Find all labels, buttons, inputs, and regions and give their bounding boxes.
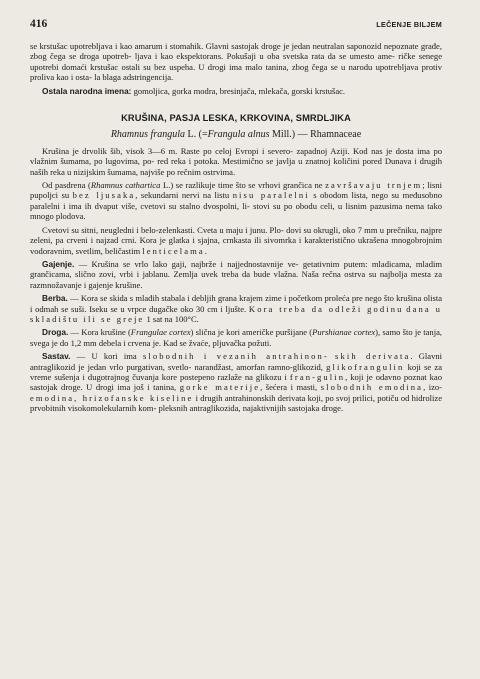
text-line: koji, po svoj prilici, potiču od hidrolize prvobitnih visokomolekularnih kom- (30, 392, 443, 414)
spaced-emphasis: završavaju trnjem (325, 180, 423, 191)
text-span: ; lisni pupoljci su (30, 180, 442, 201)
text-span: — U kori ima (70, 351, 143, 362)
droga-paragraph (30, 327, 442, 348)
running-head (30, 18, 442, 36)
droga-label: Droga. (42, 327, 69, 338)
text-span: i početkom proleća pre nego što krušina olista i odmah se suši. Iseku se u (30, 293, 442, 314)
latin-term: Rhamnus cathartica (90, 180, 161, 191)
spaced-emphasis: slobodnih emodina (320, 382, 424, 393)
text-line: Kora je glatka i sjajna, crnkasta ili sivomrka i karakteristično ukrašena (139, 235, 389, 246)
spaced-emphasis: Kora treba da odleži godinu (248, 303, 404, 314)
spaced-emphasis: gorke materije (179, 382, 261, 393)
text-span: i drugih antrahinonskih derivata (193, 392, 306, 403)
spaced-emphasis: skih derivata (335, 351, 411, 362)
spaced-emphasis: bez ljusaka (72, 190, 136, 201)
text-span: puršijane ( (275, 327, 313, 338)
section-title: LEČENJE BILJEM (376, 20, 442, 29)
text-span: ), samo što je tanja, svega je do 1,2 mm debela (30, 327, 442, 348)
spaced-emphasis: lenticelama (142, 245, 205, 256)
comparison-paragraph (30, 180, 442, 222)
text-line: i drugih naših reka u nizijskim šumama, najviše po rečnim ostrvima. (30, 156, 442, 177)
text-span: . Glavni antraglikozid je jedan vrlo purgativan, svetlo- (30, 351, 442, 372)
text-span: koji se za vreme (30, 361, 442, 382)
text-span: , koji je odavno poznat kao sastojak droge. U drogi ima još i tanina, (30, 371, 443, 393)
text-span: stovi su po obodu celi, u lisnim pazusima nema tako mnogo plodova. (30, 200, 443, 222)
spaced-emphasis: dana u skladištu ili se greje (30, 303, 443, 324)
berba-paragraph (30, 293, 442, 324)
intro-line: je jedan neutralan saponozid nepoznate građe, zbog čega se droga upotreb- (30, 41, 442, 62)
text-span: sekundarni nervi na listu (140, 190, 233, 201)
latin-name: Rhamnus frangula (110, 129, 185, 141)
text-span: narandžast, amorfan ramno-glikozid, (194, 361, 327, 372)
latin-synonym: Frangula alnus (207, 129, 270, 141)
text-span: međusobno paralelni i ima ih dvaput više, cvetovi su stalno dvospolni, li- (30, 190, 443, 211)
text-line: Krušina je drvolik šib, visok 3—6 m. Raste po celoj Evropi i severo- (42, 145, 293, 156)
other-names-text: gorski krstušac. (291, 85, 346, 96)
scientific-name (30, 130, 442, 140)
latin-term: Purshianae cortex (312, 327, 376, 338)
intro-line: la blaga adstringencija. (94, 72, 174, 83)
text-line: Zemlja uvek treba da bude vlažna. Naša rečna ostrva su najbolja mesta za (173, 269, 442, 280)
text-span: Od pasdrena ( (42, 180, 91, 191)
sastav-label: Sastav. (42, 351, 71, 362)
intro-line: ričke senege upotrebi domaći krstušac ostali su bez uspeha. U drogi ima (30, 51, 442, 72)
text-span: grančica ne (282, 180, 326, 191)
page-body (30, 41, 442, 414)
flowers-paragraph (30, 225, 442, 256)
text-span: mnogobrojnim vodoravnim, svetlim, beličastim (30, 235, 443, 256)
spaced-emphasis: nisu paralelni (232, 190, 310, 201)
intro-paragraph (30, 41, 442, 83)
spaced-emphasis: gulin (317, 371, 346, 382)
family-name: Mill.) — Rhamnaceae (269, 129, 362, 141)
text-line: getativnim putem: mladicama, mladim grančicama, slično zovi, vrbi i jablanu. (30, 258, 443, 280)
spaced-emphasis: fran- (289, 371, 318, 382)
text-span: , izo- (423, 382, 443, 393)
text-line: razmnožavanje i gajenje krušine. (30, 279, 143, 290)
sastav-paragraph (30, 351, 442, 413)
text-span: 1 sat na 100°C. (144, 313, 199, 324)
other-names-paragraph (30, 86, 442, 96)
text-span: s obodom lista, nego su (309, 190, 400, 201)
spaced-emphasis: slobodnih i vezanih antrahinon- (142, 351, 329, 362)
text-span: vrpce dugačke oko 30 cm i ljušte. (127, 303, 249, 314)
text-line: zapadnoj Aziji. Kod nas je dosta ima po vlažnim šumama, po lugovima, po- (30, 145, 442, 167)
text-line: red reka i potoka. Mestimično se javlja u znatnoj količini pored Dunava (157, 156, 412, 167)
intro-line: ljava i kao ekspektorans. Pokušaji u oba svetska rata da se umesto ame- (134, 51, 395, 62)
text-span: — Krušina se vrlo lako gaji, najbrže i najjednostavnije ve- (74, 258, 299, 269)
text-span: L.) se razlikuje time što se vrhovi (160, 180, 281, 191)
text-span: i crvena je. Kad se žvaće, pljuvačka požuti. (123, 337, 272, 348)
berba-label: Berba. (42, 293, 68, 304)
text-span: ) slična je kori američke (190, 327, 274, 338)
gajenje-label: Gajenje. (42, 258, 75, 269)
gajenje-paragraph (30, 259, 442, 290)
spaced-emphasis: emodina, hrizofanske kiseline (30, 392, 194, 403)
text-span: — Kora se skida s mlađih stabala i debljih grana krajem zime (67, 293, 282, 304)
description-paragraph (30, 146, 442, 177)
text-line: Cvetovi su sitni, neugledni i belo-zelenkasti. Cveta u maju i junu. Plo- (42, 224, 284, 235)
text-span: sušenja i dugotrajnog čuvanja kore postepeno razlaže na glikozu i (54, 371, 290, 382)
plant-heading: KRUŠINA, PASJA LESKA, KRKOVINA, SMRDLJIKA (121, 113, 351, 124)
text-line: pleksnih antraglikozida, najaktivnijih sastojaka droge. (158, 403, 344, 414)
other-names-label: Ostala narodna imena: (42, 85, 132, 96)
text-span: — Kora krušine ( (68, 327, 131, 338)
intro-line: se krstušac upotrebljava i kao amarum i stomahik. Glavni sastojak droge (30, 41, 281, 51)
text-span: , šećera i masti, (260, 382, 321, 393)
text-line: dovi su okrugli, oko 7 mm u prečniku, najpre zeleni, pa crveni i najzad crni. (30, 224, 442, 246)
latin-author: L. (= (185, 129, 208, 141)
intro-line: malo tanina, zbog čega se u narodu upotrebljava protiv proliva kao i osta- (30, 61, 442, 83)
text-span: . (204, 245, 207, 256)
other-names-text: gomoljica, gorka modra, bresinjača, mlekača, (131, 85, 290, 96)
spaced-emphasis: glikofrangulin (326, 361, 405, 372)
text-span: , (135, 190, 138, 201)
page-number: 416 (30, 18, 48, 30)
latin-term: Frangulae cortex (130, 327, 191, 338)
